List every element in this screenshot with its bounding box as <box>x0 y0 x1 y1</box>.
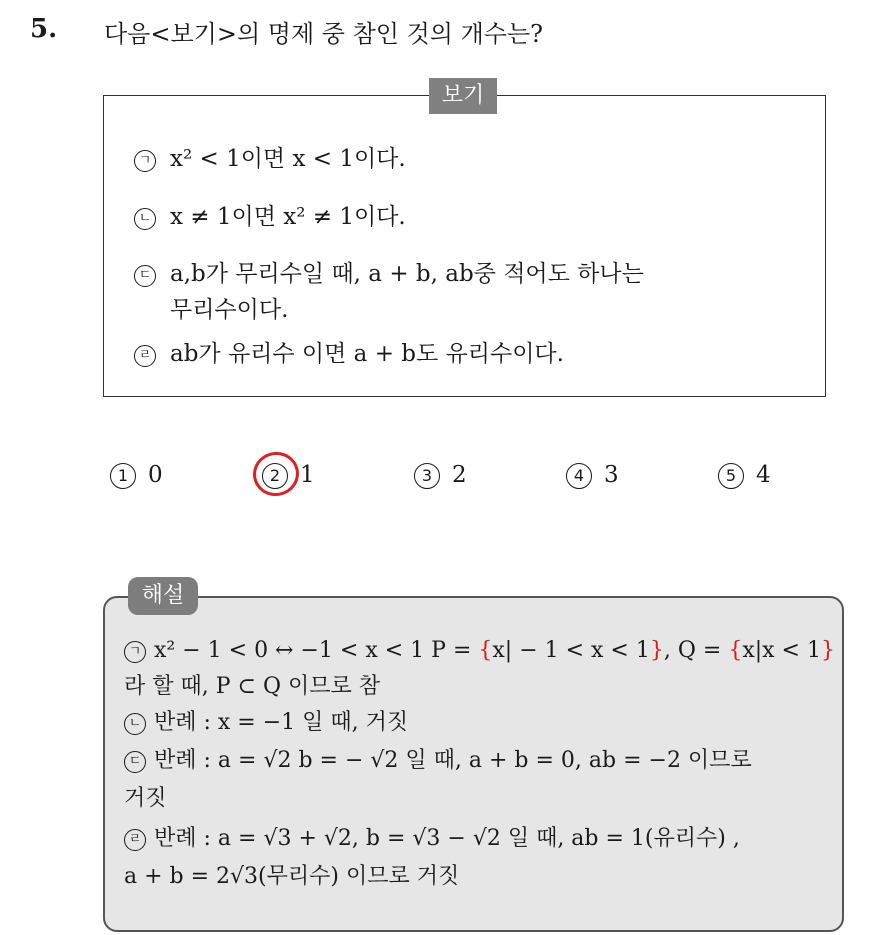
item-text: x ≠ 1이면 x² ≠ 1이다. <box>170 204 406 230</box>
item-mark: ㄹ <box>124 829 146 851</box>
haeseol-line-6: ㄹ 반례 : a = √3 + √2, b = √3 − √2 일 때, ab = 1(유리수) , <box>124 824 740 854</box>
haeseol-line-1: ㄱ x² − 1 < 0 ↔ −1 < x < 1 P = {x| − 1 < x < 1}, Q = {x|x < 1} <box>124 636 835 666</box>
choice-number: 4 <box>566 463 592 489</box>
bogi-item-3 <box>134 258 644 290</box>
choice-5[interactable] <box>718 462 771 489</box>
bogi-title: 보기 <box>429 78 497 114</box>
bogi-item-4 <box>134 338 564 370</box>
item-mark: ㄱ <box>124 641 146 663</box>
item-mark: ㄴ <box>134 208 156 230</box>
choice-value: 3 <box>604 462 619 488</box>
item-mark: ㄷ <box>134 265 156 287</box>
item-mark: ㄹ <box>134 345 156 367</box>
choice-number: 5 <box>718 463 744 489</box>
haeseol-line-5: 거짓 <box>124 786 167 811</box>
item-mark: ㄴ <box>124 713 146 735</box>
bogi-item-2 <box>134 201 406 233</box>
bogi-item-3-cont: 무리수이다. <box>170 297 289 323</box>
item-text: x² < 1이면 x < 1이다. <box>170 146 406 172</box>
answer-circle-mark <box>249 448 303 501</box>
choice-3[interactable] <box>414 462 467 489</box>
haeseol-title: 해설 <box>128 577 198 615</box>
item-text: a,b가 무리수일 때, a + b, ab중 적어도 하나는 <box>170 261 644 287</box>
choice-number: 3 <box>414 463 440 489</box>
haeseol-line-7: a + b = 2√3(무리수) 이므로 거짓 <box>124 864 460 889</box>
choice-1[interactable] <box>110 462 163 489</box>
bogi-item-1 <box>134 143 406 175</box>
choice-4[interactable] <box>566 462 619 489</box>
item-mark: ㄱ <box>134 150 156 172</box>
choice-number: 2 <box>262 463 288 489</box>
haeseol-line-3: ㄴ 반례 : x = −1 일 때, 거짓 <box>124 708 408 738</box>
choice-value: 1 <box>300 462 315 488</box>
question-number: 5. <box>30 14 58 44</box>
question-text: 다음<보기>의 명제 중 참인 것의 개수는? <box>104 20 543 48</box>
choice-value: 4 <box>756 462 771 488</box>
haeseol-line-4: ㄷ 반례 : a = √2 b = − √2 일 때, a + b = 0, ab = −2 이므로 <box>124 746 752 776</box>
item-text: ab가 유리수 이면 a + b도 유리수이다. <box>170 341 564 367</box>
choice-number: 1 <box>110 463 136 489</box>
haeseol-line-2: 라 할 때, P ⊂ Q 이므로 참 <box>124 674 380 699</box>
item-mark: ㄷ <box>124 751 146 773</box>
choice-value: 2 <box>452 462 467 488</box>
choice-value: 0 <box>148 462 163 488</box>
